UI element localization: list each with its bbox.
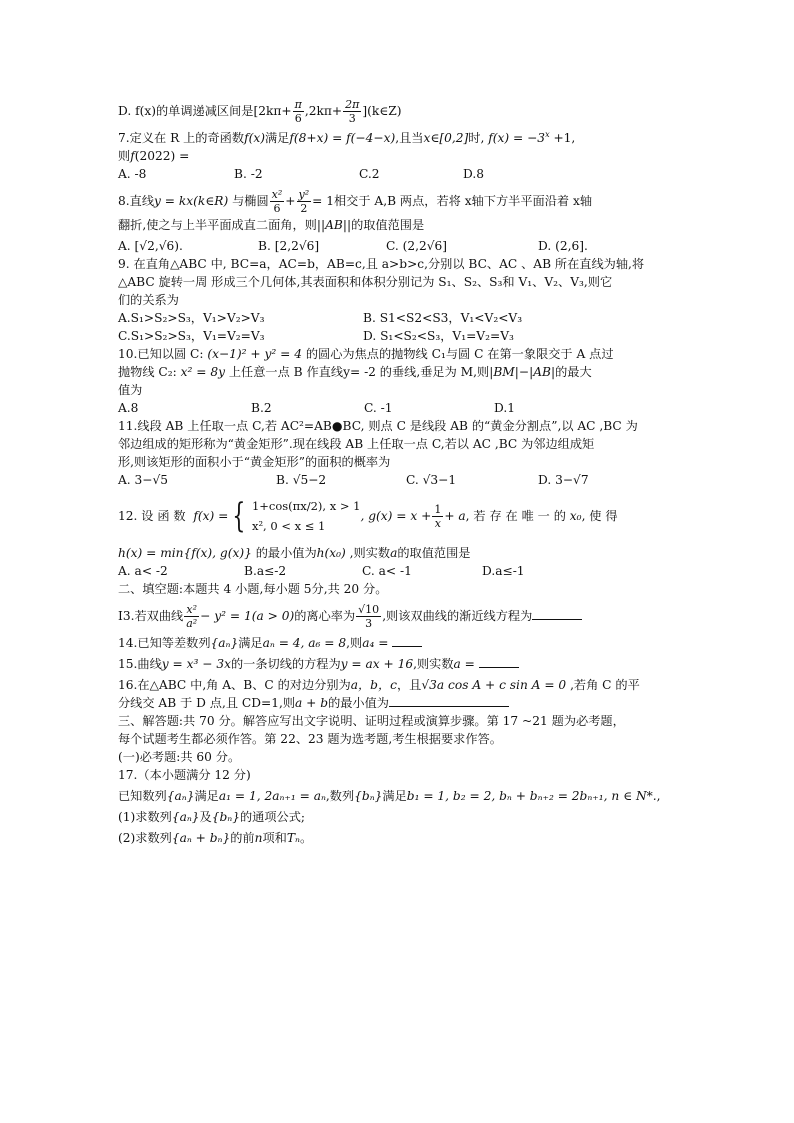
section-2-heading: 二、填空题:本题共 4 小题,每小题 5分,共 20 分。 [118,582,388,596]
text: ,则实数 [345,546,391,560]
math: +1, [549,131,576,145]
math: ||AB|| [316,218,352,232]
answer-blank[interactable] [389,706,509,707]
option-b: B.a≤-2 [244,564,287,578]
text: = 1相交于 A,B 两点，若将 x轴下方半平面沿着 x轴 [312,194,593,208]
text: ,若角 C 的平 [570,678,640,692]
sup: x [545,129,550,139]
math: h(x₀) [316,546,346,560]
math: a，b，c [350,678,397,692]
num: √10 [358,603,380,616]
math: Tₙ [286,831,300,845]
question-7-options [118,165,688,183]
brace-icon: { [232,496,246,536]
math: y = kx(k∈R) [154,194,229,208]
math: a₄ = [362,636,389,650]
question-10 [118,345,688,363]
question-9: 9. 在直角△ABC 中, BC=a，AC=b，AB=c,且 a>b>c,分别以 BC、AC 、AB 所在直线为轴,将 [118,257,645,271]
answer-blank[interactable] [532,619,582,620]
math: x∈[0,2] [423,131,469,145]
question-8-options [118,237,688,255]
question-8-line2 [118,216,688,234]
math: ](k∈Z) [362,104,402,118]
option-a: A. a< -2 [118,564,168,578]
math: √3a cos A + c sin A = 0 [421,678,567,692]
text: 7.定义在 R 上的奇函数 [118,131,245,145]
question-11-line3: 形,则该矩形的面积小于“黄金矩形”的面积的概率为 [118,455,391,469]
math: {aₙ} [210,636,239,650]
question-9-options-cd [118,327,688,345]
text: 及 [199,810,212,824]
question-7-line2 [118,147,688,165]
answer-blank[interactable] [392,646,422,647]
text: 的取值范围是 [397,546,471,560]
text: 项和 [262,831,287,845]
question-17-part1 [118,808,688,826]
math: {aₙ} [166,789,195,803]
question-9-line3: 们的关系为 [118,293,179,307]
math: a + b [295,696,329,710]
question-12-options [118,562,688,580]
q6-option-d [118,96,688,126]
option-d: D. 3−√7 [538,473,589,487]
text: 16.在△ABC 中,角 A、B、C 的对边分别为 [118,678,351,692]
text: 的最小值为 [255,546,317,560]
text: 满足 [264,131,290,145]
option-d: D.a≤-1 [482,564,525,578]
text: 满足 [194,789,219,803]
option-a: A. 3−√5 [118,473,169,487]
exam-page [118,96,688,847]
question-11-line2: 邻边组成的矩形称为“黄金矩形”.现在线段 AB 上任取一点 C,若以 AC ,BC 为邻边组成矩 [118,437,595,451]
text: 的取值范围是 [351,218,425,232]
math: , g(x) = x + [360,509,432,523]
question-12-line2 [118,544,688,562]
text: 与椭圆 [228,194,269,208]
option-d: D.1 [494,401,515,415]
section-3-line2: 每个试题考生都必须作答。第 22、23 题为选考题,考生根据要求作答。 [118,732,502,746]
den: 3 [365,617,373,630]
option-b: B. -2 [234,167,263,181]
question-12 [118,492,688,540]
question-9-line2: △ABC 旋转一周 形成三个几何体,其表面积和体积分别记为 S₁、S₂、S₃和 V₁、V₂、V₃,则它 [118,275,613,289]
math: (x−1)² + y² = 4 [207,347,302,361]
math: x₀ [569,509,582,523]
math: h(x) = min{f(x), g(x)} [118,546,252,560]
fraction [343,98,361,125]
question-15 [118,655,688,673]
math: − y² = 1(a > 0) [200,609,295,623]
option-c: C. √3−1 [406,473,457,487]
question-7 [118,129,688,147]
fraction [270,188,285,215]
text: 满足 [238,636,263,650]
question-10-line3: 值为 [118,383,143,397]
text: 的最小值为 [328,696,389,710]
option-a: A. -8 [118,167,147,181]
fraction [184,603,199,630]
math: + a [444,509,466,523]
text: 的一条切线的方程为 [230,657,341,671]
text: ,数列 [325,789,355,803]
fraction [356,603,381,630]
math: aₙ = 4, a₆ = 8 [262,636,347,650]
option-c: C. a< -1 [362,564,412,578]
question-16 [118,676,688,694]
section-3-line3: (一)必考题:共 60 分。 [118,750,241,764]
text: 10.已知以圆 C: [118,347,204,361]
math: b₁ = 1, b₂ = 2, bₙ + bₙ₊₂ = 2bₙ₊₁, n ∈ N*. [406,789,657,803]
text: 翻折,使之与上半平面成直二面角，则 [118,218,317,232]
option-c: C.2 [359,167,380,181]
question-17-heading: 17.（本小题满分 12 分) [118,768,251,782]
num: π [294,98,302,111]
math: a = [453,657,475,671]
question-10-options [118,399,688,417]
text: (2022) = [134,149,190,163]
num: 1 [434,502,442,516]
math: ,2kπ+ [304,104,343,118]
text: + [285,194,296,208]
math: a₁ = 1, 2aₙ₊₁ = aₙ [218,789,326,803]
option-d: D. S₁<S₂<S₃，V₁=V₂=V₃ [363,329,514,343]
text: 的圆心为焦点的抛物线 C₁与圆 C 在第一象限交于 A 点过 [305,347,614,361]
option-a: A. [√2,√6). [118,239,183,253]
text: 的离心率为 [294,609,356,623]
math: y = ax + 16 [340,657,414,671]
text: ,且当 [395,131,424,145]
math: {bₙ} [211,810,240,824]
num: x² [186,603,197,616]
question-17-part2 [118,829,688,847]
fraction [293,98,304,125]
math: f(x) = [193,509,229,523]
fraction [297,188,312,215]
text: 时, [468,131,485,145]
math: f [130,149,135,163]
piecewise-function [228,496,360,536]
math: {bₙ} [354,789,383,803]
fraction [432,503,443,530]
den: x [434,516,441,530]
den: 2 [300,202,308,215]
text: 的最大 [555,365,592,379]
math: {aₙ} [171,810,200,824]
question-8 [118,186,688,216]
text: 则 [118,149,131,163]
text: 15.曲线 [118,657,162,671]
text: , 若 存 在 唯 一 的 [465,509,566,523]
num: y² [298,188,310,201]
text: 的前 [230,831,255,845]
math: x² = 8y [180,365,225,379]
math: |BM|−|AB| [489,365,556,379]
math: y = x³ − 3x [161,657,231,671]
text: 满足 [382,789,407,803]
option-b: B. √5−2 [276,473,327,487]
text: 14.已知等差数列 [118,636,211,650]
text: (1)求数列 [118,810,172,824]
question-10-line2 [118,363,688,381]
math: a [390,546,398,560]
den: 3 [348,112,356,125]
math: n [254,831,263,845]
num: 2π [345,98,360,111]
question-16-line2 [118,694,688,712]
text: 上任意一点 B 作直线 [228,365,344,379]
option-c: C. (2,2√6] [386,239,448,253]
option-b: B. S1<S2<S3，V₁<V₂<V₃ [363,311,523,325]
math: {aₙ + bₙ} [171,831,231,845]
option-b: B.2 [251,401,272,415]
text: 分线交 AB 于 D 点,且 CD=1,则 [118,696,296,710]
question-14 [118,634,688,652]
math: f(x) = −3 [488,131,546,145]
text: 已知数列 [118,789,167,803]
text: , [656,789,661,803]
math: f(8+x) = f(−4−x) [289,131,396,145]
den: 6 [273,202,281,215]
option-b: B. [2,2√6] [258,239,320,253]
option-a: A.8 [118,401,139,415]
text: ,则该双曲线的渐近线方程为 [382,609,533,623]
text: ,则 [346,636,363,650]
question-13 [118,601,688,631]
cases [252,496,361,536]
num: x² [271,188,283,201]
question-17 [118,787,688,805]
question-9-options-ab [118,309,688,327]
text: ,则实数 [413,657,454,671]
text: , 使 得 [581,509,618,523]
math: [2kπ+ [253,104,292,118]
option-c: C. -1 [364,401,393,415]
text: y= -2 的垂线,垂足为 M,则 [343,365,490,379]
text: D. f(x)的单调递减区间是 [118,104,254,118]
option-c: C.S₁>S₂>S₃，V₁=V₂=V₃ [118,329,265,343]
section-3-heading: 三、解答题:共 70 分。解答应写出文字说明、证明过程或演算步骤。第 17 ~21 题为必考题， [118,714,625,728]
option-d: D. (2,6]. [538,239,588,253]
text: ，且 [397,678,422,692]
question-11-options [118,471,688,489]
text: 。 [299,831,313,845]
option-d: D.8 [463,167,484,181]
text: 8.直线 [118,194,155,208]
text: 12. 设 函 数 [118,509,186,523]
text: I3.若双曲线 [118,609,184,623]
text: 抛物线 C₂: [118,365,177,379]
math: f(x) [244,131,265,145]
den: 6 [294,112,302,125]
text: (2)求数列 [118,831,172,845]
question-11: 11.线段 AB 上任取一点 C,若 AC²=AB●BC, 则点 C 是线段 AB 的“黄金分割点”,以 AC ,BC 为 [118,419,638,433]
case-2: x², 0 < x ≤ 1 [251,519,326,533]
answer-blank[interactable] [479,667,519,668]
den: a² [186,617,198,630]
case-1: 1+cos(πx/2), x > 1 [251,499,361,513]
text: 的通项公式; [239,810,306,824]
option-a: A.S₁>S₂>S₃，V₁>V₂>V₃ [118,311,265,325]
